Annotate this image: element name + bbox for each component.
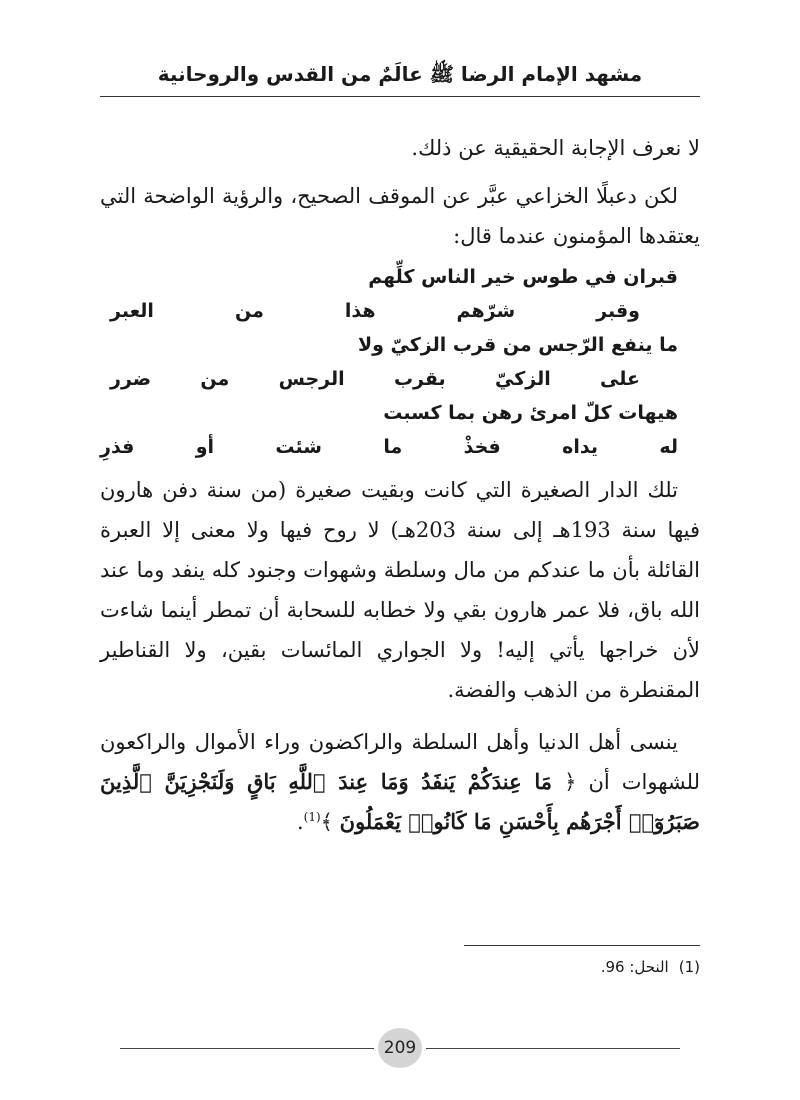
quran-verse: مَا عِندَكُمْ يَنفَدُ وَمَا عِندَ ٱللَّهِ بَاقٍ وَلَنَجْزِيَنَّ ٱلَّذِينَ صَبَرُوٓا۟ أَجْرَهُم بِأَحْسَنِ مَا كَانُوا۟ يَعْمَلُونَ [100, 769, 700, 834]
verse-line: وقبر شرّهم هذا من العبر [110, 300, 640, 322]
paragraph-4 [100, 722, 700, 842]
verse-line: قبران في طوس خير الناس كلِّهم [368, 266, 678, 288]
footnote [100, 956, 700, 978]
paragraph-2: لكن دعبلًا الخزاعي عبَّر عن الموقف الصحيح، والرؤية الواضحة التي يعتقدها المؤمنون عندما قال: [100, 184, 700, 248]
footer-rule-left [120, 1048, 374, 1049]
running-header-title: مشهد الإمام الرضا ﷺ عالَمٌ من القدس والروحانية [157, 62, 643, 86]
page-number: 209 [378, 1028, 422, 1068]
verse-line: على الزكيّ بقرب الرجس من ضرر [110, 368, 640, 390]
paragraph-3: تلك الدار الصغيرة التي كانت وبقيت صغيرة (من سنة دفن هارون فيها سنة 193هـ إلى سنة 203هـ) لا روح فيها ولا معنى إلا العبرة القائلة بأن ما عندكم من مال وسلطة وشهوات وجنود كله ينفد وما عند الله باق، فلا عمر هارون بقي ولا خطابه للسحابة أن تمطر أينما شاءت لأن خراجها يأتي إليه! ولا الجواري المائسات بقين، ولا القناطير المقنطرة من الذهب والفضة. [100, 478, 700, 702]
closing-end: . [296, 810, 304, 834]
page-body [100, 128, 700, 842]
footer-rule-right [426, 1048, 680, 1049]
quran-bracket-open: ﴿ [564, 770, 577, 794]
footnote-text: النحل: 96. [600, 958, 669, 976]
verse-line: له يداه فخذْ ما شئت أو فذرِ [100, 436, 678, 458]
footnote-rule [464, 945, 700, 946]
verse-line: ما ينفع الرّجس من قرب الزكيّ ولا [357, 334, 678, 356]
closing-lead-text: ينسى أهل الدنيا وأهل السلطة والراكضون وراء الأموال والراكعون للشهوات أن [100, 730, 700, 794]
footnote-number: (1) [678, 958, 700, 976]
verse-line: هيهات كلّ امرئ رهن بما كسبت [383, 402, 678, 424]
header-rule [100, 96, 700, 97]
poem [100, 260, 700, 464]
quran-bracket-close: ﴾ [320, 810, 333, 834]
footnote-reference: (1) [303, 810, 321, 824]
paragraph-1: لا نعرف الإجابة الحقيقية عن ذلك. [411, 136, 700, 160]
